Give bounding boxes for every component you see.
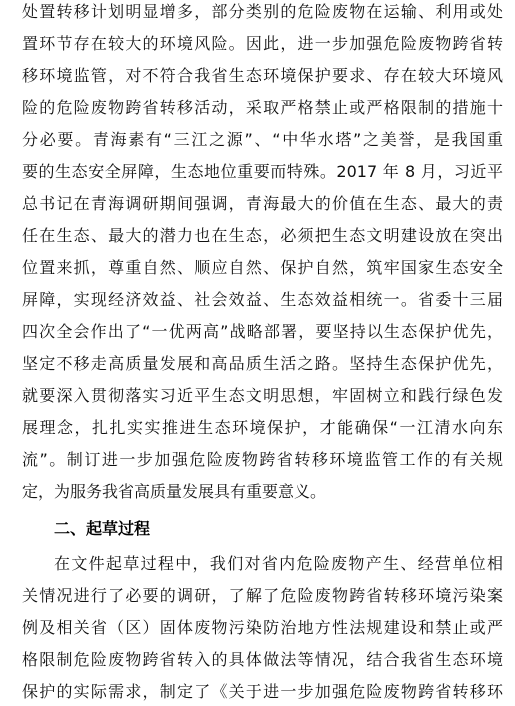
paragraph-1-line-15: 流”。制订进一步加强危险废物跨省转移环境监管工作的有关规 [22, 450, 503, 469]
paragraph-2-line-3: 例及相关省（区）固体废物污染防治地方性法规建设和禁止或严 [22, 618, 503, 637]
paragraph-2-line-5: 保护的实际需求，制定了《关于进一步加强危险废物跨省转移环 [22, 682, 503, 701]
section-heading: 二、起草过程 [54, 519, 151, 538]
paragraph-1-line-6: 要的生态安全屏障，生态地位重要而特殊。2017 年 8 月，习近平 [22, 162, 503, 181]
paragraph-2-line-1: 在文件起草过程中，我们对省内危险废物产生、经营单位相 [54, 554, 503, 573]
paragraph-1-line-7: 总书记在青海调研期间强调，青海最大的价值在生态、最大的责 [22, 194, 503, 213]
paragraph-1-line-4: 险的危险废物跨省转移活动，采取严格禁止或严格限制的措施十 [22, 98, 503, 117]
paragraph-1-line-1: 处置转移计划明显增多，部分类别的危险废物在运输、利用或处 [22, 2, 503, 21]
paragraph-1-line-10: 屏障，实现经济效益、社会效益、生态效益相统一。省委十三届 [22, 290, 503, 309]
paragraph-1-line-12: 坚定不移走高质量发展和高品质生活之路。坚持生态保护优先， [22, 354, 503, 373]
paragraph-2-line-2: 关情况进行了必要的调研，了解了危险废物跨省转移环境污染案 [22, 586, 503, 605]
paragraph-2-line-4: 格限制危险废物跨省转入的具体做法等情况，结合我省生态环境 [22, 650, 503, 669]
paragraph-1-line-13: 就要深入贯彻落实习近平生态文明思想，牢固树立和践行绿色发 [22, 386, 503, 405]
paragraph-1-line-9: 位置来抓，尊重自然、顺应自然、保护自然，筑牢国家生态安全 [22, 258, 503, 277]
paragraph-1-line-14: 展理念，扎扎实实推进生态环境保护，才能确保“一江清水向东 [22, 418, 503, 437]
paragraph-1-line-8: 任在生态、最大的潜力也在生态，必须把生态文明建设放在突出 [22, 226, 503, 245]
paragraph-1-line-16: 定，为服务我省高质量发展具有重要意义。 [22, 482, 327, 501]
paragraph-1-line-5: 分必要。青海素有“三江之源”、“中华水塔”之美誉，是我国重 [22, 130, 503, 149]
paragraph-1-line-11: 四次全会作出了“一优两高”战略部署，要坚持以生态保护优先， [22, 322, 503, 341]
paragraph-1-line-3: 移环境监管，对不符合我省生态环境保护要求、存在较大环境风 [22, 66, 503, 85]
paragraph-1-line-2: 置环节存在较大的环境风险。因此，进一步加强危险废物跨省转 [22, 34, 503, 53]
